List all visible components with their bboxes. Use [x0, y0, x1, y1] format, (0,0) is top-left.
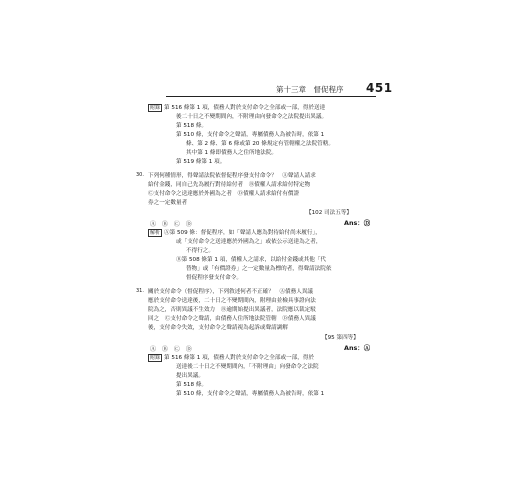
appendix-tag: 附錄: [150, 105, 161, 111]
appendix-line: 第 510 條，支付命令之聲請，專屬債務人為被告時，依第 1: [176, 391, 325, 397]
explanation-tag: 解析: [150, 230, 161, 236]
appendix-line: 條、第 2 條、第 6 條或第 20 條規定有管轄權之法院管轄。: [186, 141, 334, 147]
question-source: 【102 司法五等】: [306, 210, 353, 216]
running-header: [0, 81, 520, 98]
question-line: 院為之，否則異議不生效力 Ⓑ逾期始提出異議者，法院應以裁定駁: [148, 307, 316, 313]
explanation-line: 督促程序發支付命令。: [186, 275, 242, 281]
appendix-line: 其中第 1 條即債務人之住所地法院。: [186, 150, 278, 156]
appendix-line: 第 518 條。: [176, 123, 208, 129]
appendix-line: 附錄 第 516 條第 1 項，債務人對於支付命令之全部或一部，得於: [150, 355, 315, 361]
question-source: 【95 第四等】: [322, 335, 359, 341]
appendix-line: 後二十日之不變期間內，不附理由向發命令之法院提出異議。: [176, 114, 328, 120]
explanation-line: Ⓑ第 508 條第 1 項，債權人之請求，以給付金錢或其他「代: [176, 257, 327, 263]
explanation-line: 解析 Ⓐ第 509 條：督促程序，如「聲請人應為對待給付尚未履行」，: [150, 230, 321, 236]
question-line: 給付金錢，同自己先為履行對待給付者 Ⓑ債權人請求給付特定物: [148, 182, 311, 188]
question-line: 後，支付命令失效，支付命令之聲請視為起訴或聲請調解: [148, 325, 288, 331]
explanation-line: 或「支付命令之送達應於外國為之」或依公示送達為之者，: [176, 239, 322, 245]
appendix-line: 附錄 第 516 條第 1 項，債務人對於支付命令之全部或一部，得於送達: [150, 105, 326, 111]
appendix-line: 第 518 條。: [176, 382, 208, 388]
question-line: Ⓒ支付命令之送達應於外國為之者 Ⓓ債權人請求給付有價證: [148, 191, 300, 197]
question-line: 下列何種情形，得聲請法院依督促程序發支付命令？ Ⓐ聲請人請求: [148, 173, 316, 179]
question-number: 31.: [136, 288, 144, 294]
appendix-line: 第 510 條，支付命令之聲請，專屬債務人為被告時，依第 1: [176, 132, 325, 138]
appendix-line: 送達後二十日之不變期間內，「不附理由」向發命令之法院: [176, 364, 319, 370]
appendix-line: 第 519 條第 1 項。: [176, 159, 226, 165]
question-line: 回之 Ⓒ支付命令之聲請，由債務人住所地法院管轄 Ⓓ債務人異議: [148, 316, 316, 322]
question-number: 30.: [136, 172, 144, 178]
answer-label: Ans：Ⓓ: [344, 219, 371, 227]
page-number: 451: [366, 81, 393, 95]
answer-label: Ans：Ⓐ: [344, 344, 371, 352]
explanation-line: 不得行之。: [186, 248, 214, 254]
question-line: 關於支付命令（督促程序），下列敘述何者不正確？ Ⓐ債務人異議: [148, 289, 314, 295]
chapter-title: 第十三章 督促程序: [276, 85, 344, 94]
header-rule: [166, 96, 376, 97]
question-line: 應於支付命令送達後，二十日之不變期間內，附理由並檢具事證向法: [148, 298, 316, 304]
question-line: 券之一定數量者: [148, 200, 188, 206]
appendix-line: 提出異議。: [176, 373, 204, 379]
answer-choices[interactable]: Ⓐ Ⓑ Ⓒ Ⓓ: [150, 221, 194, 228]
answer-choices[interactable]: Ⓐ Ⓑ Ⓒ Ⓓ: [150, 346, 194, 353]
appendix-tag: 附錄: [150, 355, 161, 361]
explanation-line: 替物」或「有價證券」之一定數量為標的者，得聲請法院依: [186, 266, 332, 272]
